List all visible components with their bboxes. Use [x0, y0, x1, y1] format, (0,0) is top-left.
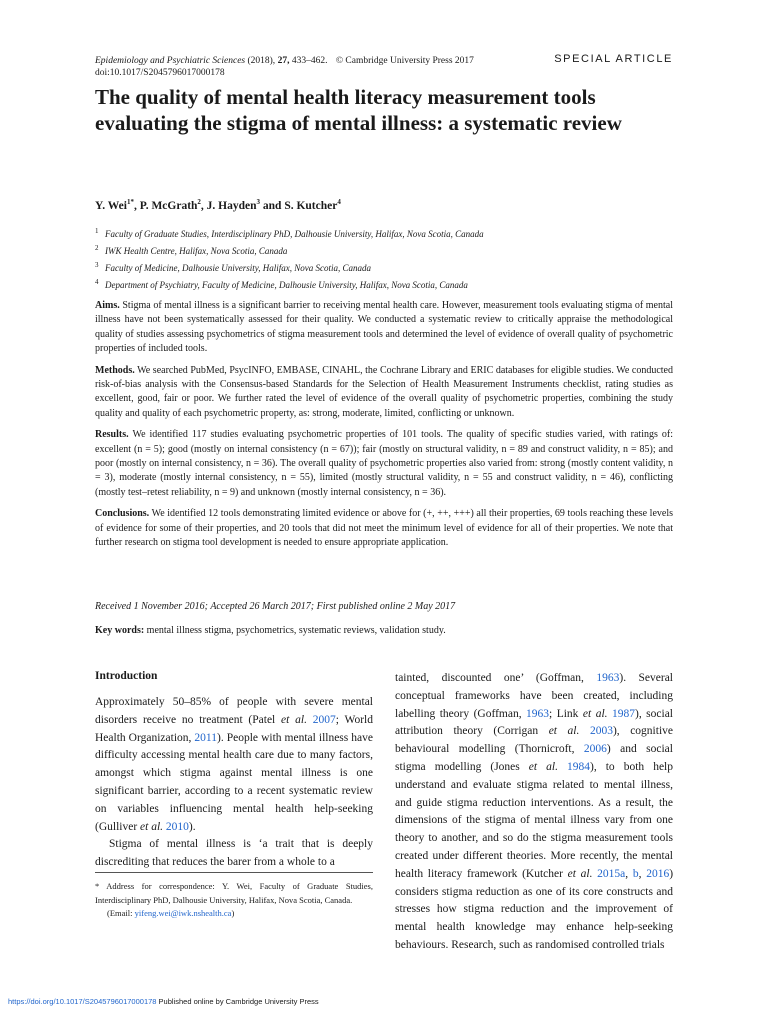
footnote-divider: [95, 872, 373, 873]
correspondence-footnote: [95, 880, 373, 921]
author-4-sup: 4: [337, 198, 341, 206]
affiliation-number: 3: [95, 261, 99, 269]
citation-link[interactable]: 2015a: [597, 867, 626, 880]
abstract-conclusions: [95, 507, 673, 550]
affiliation-text: Faculty of Medicine, Dalhousie University, Halifax, Nova Scotia, Canada: [105, 263, 371, 273]
affiliation-number: 2: [95, 244, 99, 252]
body-text: ). People with mental illness have difficulty accessing mental health care due to many factors, amongst which stigma against mental illness is one significant barrier, according to a recent systematic review on variables influencing mental health help-seeking (Gulliver: [95, 731, 373, 833]
affiliation-text: Faculty of Graduate Studies, Interdisciplinary PhD, Dalhousie University, Halifax, Nova Scotia, Canada: [105, 229, 484, 239]
abstract-text: We identified 12 tools demonstrating limited evidence or above for (+, ++, +++) all their properties, 69 tools reaching these levels of evidence for some of their properties, and 20 tools that did not meet the minimum level of evidence for all of their properties. We note that further research on stigma tool development is needed to ensure appropriate application.: [95, 508, 673, 548]
abstract-text: We searched PubMed, PsycINFO, EMBASE, CINAHL, the Cochrane Library and ERIC databases for eligible studies. We conducted risk-of-bias analysis with the Consensus-based Standards for the Selection of Health Measurement Instruments checklist, rating studies as excellent, good, fair or poor. We further rated the level of evidence of the overall quality of psychometric properties, combining the study quality and quality of each psychometric property, as: strong, moderate, limited, conflicting or unknown.: [95, 364, 673, 419]
journal-volume: 27,: [277, 56, 290, 66]
body-text: et al.: [281, 713, 307, 726]
body-text: et al.: [548, 725, 580, 738]
citation-link[interactable]: 2003: [589, 725, 613, 738]
body-text: ). Several conceptual frameworks have been created, including labelling theory (Goffman,: [395, 672, 673, 720]
author-sep: ,: [200, 199, 207, 212]
footnote-email-line: [95, 907, 373, 921]
body-paragraph: [395, 670, 673, 955]
abstract-heading: Methods.: [95, 364, 135, 376]
abstract-methods: [95, 364, 673, 421]
doi: doi:10.1017/S2045796017000178: [95, 68, 225, 78]
author-sep: and: [260, 199, 285, 212]
body-text: ,: [638, 867, 647, 880]
body-text: ) considers stigma reduction as one of its core constructs and stresses how stigma reduction and the improvement of mental health knowledge may enhance help-seeking behaviours. Research, such as randomised controlled trials: [395, 867, 674, 951]
abstract: [95, 299, 673, 558]
body-text: ), cognitive behavioural modelling (Thornicroft,: [395, 725, 673, 756]
keywords: [95, 625, 446, 636]
author-3: J. Hayden: [206, 199, 257, 212]
affiliation-text: Department of Psychiatry, Faculty of Medicine, Dalhousie University, Halifax, Nova Scotia, Canada: [105, 280, 468, 290]
citation-link[interactable]: 1963: [596, 672, 620, 684]
body-text: ; World Health Organization,: [95, 713, 373, 744]
doi-link[interactable]: https://doi.org/10.1017/S2045796017000178: [8, 997, 157, 1006]
citation-link[interactable]: 1984: [567, 760, 590, 773]
journal-year: (2018),: [247, 56, 276, 66]
body-text: tainted, discounted one’ (Goffman,: [395, 672, 597, 684]
author-1-sup: 1*: [126, 198, 134, 206]
abstract-text: Stigma of mental illness is a significant barrier to receiving mental health care. However, measurement tools evaluating stigma of mental illness have not been systematically assessed for their quality. We conducted a systematic review to critically appraise the methodological quality of studies assessing psychometrics of stigma measurement tools and determined the level of evidence of overall quality of psychometric properties of included tools.: [95, 300, 673, 354]
body-paragraph: Stigma of mental illness is ‘a trait that is deeply discrediting that reduces the barer from a whole to a: [95, 838, 373, 869]
abstract-text: We identified 117 studies evaluating psychometric properties of 101 tools. The quality of specific studies varied, with ratings of: excellent (n = 5); good (mostly on internal consistency (n = 67)); fair (mostly on structural validity, n = 89 and construct validity, n = 85); and poor (mostly on internal consistency, n = 36). The overall quality of psychometric properties also varied from: strong (mostly content validity, n = 3), moderate (mostly internal consistency, n = 55), limited (mostly structural validity, n = 55 and construct validity, n = 46), conflicting (mostly test–retest reliability, n = 9) and unknown (mostly internal consistency, n = 36).: [95, 429, 673, 498]
affiliation: [95, 275, 484, 292]
abstract-heading: Aims.: [95, 300, 120, 311]
author-2: P. McGrath: [139, 199, 198, 212]
citation-link[interactable]: 2010: [165, 820, 189, 833]
affiliation-text: IWK Health Centre, Halifax, Nova Scotia, Canada: [105, 246, 288, 256]
body-text: ).: [188, 820, 196, 833]
citation-link[interactable]: 2007: [312, 713, 336, 726]
affiliation-list: [95, 224, 484, 292]
body-text: ; Link: [549, 707, 583, 720]
citation-link[interactable]: 2006: [583, 743, 607, 756]
affiliation-number: 4: [95, 278, 99, 286]
body-text: ,: [625, 867, 633, 880]
received-dates: Received 1 November 2016; Accepted 26 March 2017; First published online 2 May 2017: [95, 601, 456, 612]
body-text: ), social attribution theory (Corrigan: [395, 707, 674, 738]
citation-link[interactable]: b: [632, 867, 639, 880]
citation-link[interactable]: 1963: [526, 707, 550, 720]
keywords-label: Key words:: [95, 625, 145, 636]
citation-link[interactable]: 2011: [194, 731, 217, 744]
body-text: et al.: [567, 867, 593, 880]
body-text: et al.: [582, 707, 608, 720]
body-column-right: [395, 670, 673, 955]
article-title: The quality of mental health literacy measurement tools evaluating the stigma of mental illness: a systematic review: [95, 85, 622, 135]
section-heading-introduction: Introduction: [95, 670, 158, 682]
publisher-footer: [8, 997, 319, 1006]
article-type: SPECIAL ARTICLE: [554, 53, 673, 65]
journal-citation: [95, 55, 474, 67]
author-3-sup: 3: [256, 198, 261, 206]
author-4: S. Kutcher: [284, 199, 338, 212]
body-text: ) and social stigma modelling (Jones: [395, 743, 673, 773]
email-link[interactable]: yifeng.wei@iwk.nshealth.ca: [134, 908, 232, 918]
journal-pages: 433–462.: [291, 56, 328, 66]
copyright: © Cambridge University Press 2017: [335, 56, 474, 66]
body-text: et al.: [528, 760, 558, 773]
journal-name: Epidemiology and Psychiatric Sciences: [95, 56, 246, 66]
abstract-heading: Conclusions.: [95, 508, 150, 520]
body-text: ), to both help understand and evaluate stigma related to mental illness, and guide stigma reduction interventions. As a result, the dimensions of the stigma of mental illness vary from one theory to another, and so do the stigma measurement tools created under different theories. More recently, the mental health literacy framework (Kutcher: [395, 760, 673, 880]
affiliation: [95, 258, 484, 275]
body-paragraph: [95, 694, 373, 836]
affiliation-number: 1: [95, 227, 99, 235]
body-text: Approximately 50–85% of people with severe mental disorders receive no treatment (Patel: [95, 696, 373, 726]
body-column-left: [95, 694, 373, 872]
abstract-heading: Results.: [95, 429, 129, 441]
email-end: ): [231, 908, 235, 918]
abstract-aims: [95, 299, 673, 356]
author-list: [95, 198, 341, 212]
author-2-sup: 2: [197, 198, 201, 206]
footnote-text: * Address for correspondence: Y. Wei, Faculty of Graduate Studies, Interdisciplinary PhD, Dalhousie University, Halifax, Nova Scotia, Canada.: [95, 881, 373, 905]
affiliation: [95, 241, 484, 258]
citation-link[interactable]: 1987: [612, 707, 635, 720]
body-text: et al.: [140, 820, 164, 833]
keywords-text: mental illness stigma, psychometrics, systematic reviews, validation study.: [146, 625, 446, 636]
abstract-results: [95, 428, 673, 499]
email-label: (Email:: [107, 908, 135, 918]
author-sep: ,: [133, 199, 140, 212]
citation-link[interactable]: 2016: [646, 867, 670, 880]
author-1: Y. Wei: [95, 199, 127, 212]
published-online-text: Published online by Cambridge University Press: [156, 997, 319, 1006]
affiliation: [95, 224, 484, 241]
